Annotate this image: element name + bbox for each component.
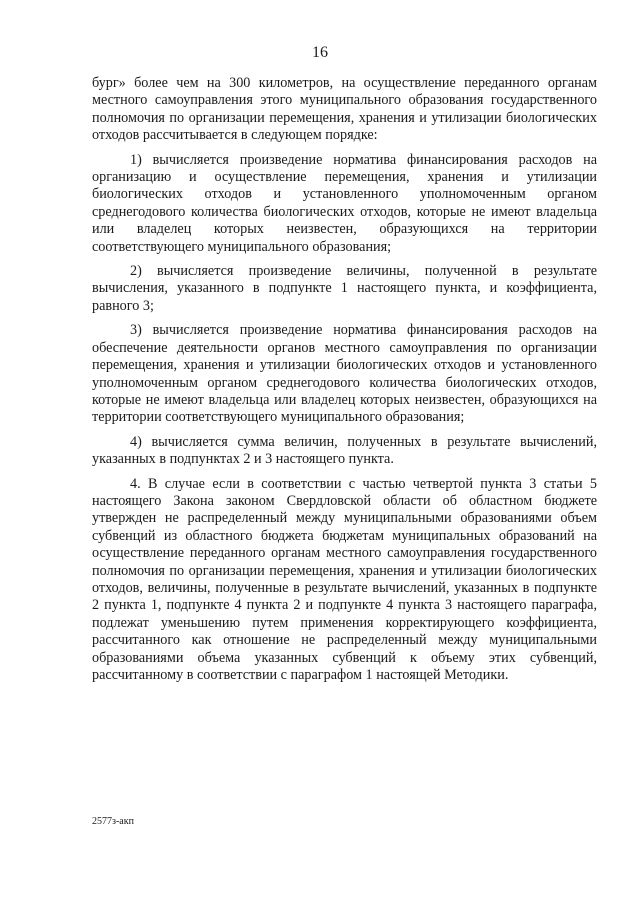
page-number: 16 — [312, 44, 328, 61]
paragraph-item-1: 1) вычисляется произведение норматива финансирования расходов на организацию и осуществление перемещения, хранения и утилизации биологических отходов и установленного уполномоченным органом среднегодового количества биологических отходов, которые не имеют владельца или владелец которых неизвестен, образующихся на территории соответствующего муниципального образования; — [92, 151, 597, 255]
paragraph-continuation: бург» более чем на 300 километров, на осуществление переданного органам местного самоуправления этого муниципального образования государственного полномочия по организации перемещения, хранения и утилизации биологических отходов рассчитывается в следующем порядке: — [92, 75, 597, 144]
paragraph-item-2: 2) вычисляется произведение величины, полученной в результате вычисления, указанного в подпункте 1 настоящего пункта, и коэффициента, равного 3; — [92, 263, 597, 314]
document-body — [92, 75, 597, 691]
document-code: 2577з-акп — [92, 816, 134, 827]
paragraph-item-4: 4) вычисляется сумма величин, полученных в результате вычислений, указанных в подпунктах 2 и 3 настоящего пункта. — [92, 433, 597, 468]
paragraph-clause-4: 4. В случае если в соответствии с частью четвертой пункта 3 статьи 5 настоящего Закона законом Свердловской области об областном бюджете утвержден не распределенный между муниципальными образованиями объем субвенций из областного бюджета бюджетам муниципальных образований на осуществление переданного органам местного самоуправления государственного полномочия по организации перемещения, хранения и утилизации биологических отходов, величины, полученные в результате вычислений, указанных в подпункте 2 пункта 1, подпункте 4 пункта 2 и подпункте 4 пункта 3 настоящего параграфа, подлежат уменьшению путем применения корректирующего коэффициента, рассчитанного как отношение не распределенный между муниципальными образованиями объема указанных субвенций к объему этих субвенций, рассчитанному в соответствии с параграфом 1 настоящей Методики. — [92, 475, 597, 683]
paragraph-item-3: 3) вычисляется произведение норматива финансирования расходов на обеспечение деятельности органов местного самоуправления по организации перемещения, хранения и утилизации биологических отходов и установленного уполномоченным органом среднегодового количества биологических отходов, которые не имеют владельца или владелец которых неизвестен, образующихся на территории соответствующего муниципального образования; — [92, 322, 597, 426]
